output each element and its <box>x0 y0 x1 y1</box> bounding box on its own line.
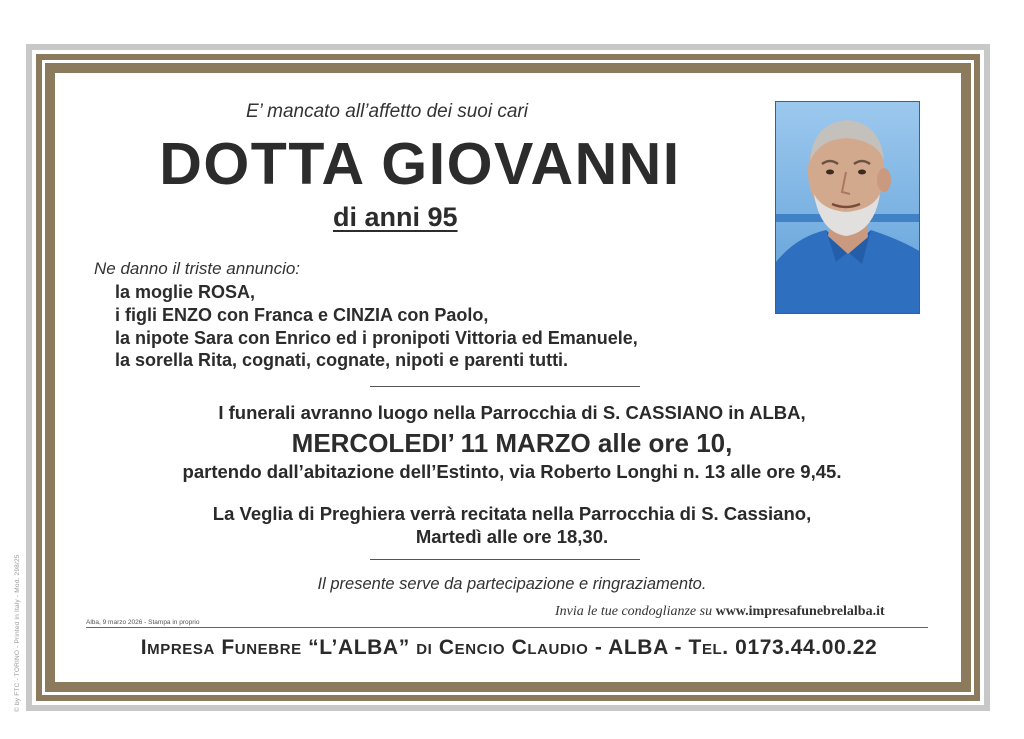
announce-heading: Ne danno il triste annuncio: <box>94 259 301 278</box>
relatives-line: i figli ENZO con Franca e CINZIA con Paolo, <box>115 305 489 325</box>
funeral-date: MERCOLEDI’ 11 MARZO alle ore 10, <box>291 428 733 458</box>
relatives-line: la sorella Rita, cognati, cognate, nipoti e parenti tutti. <box>115 350 569 370</box>
deceased-name: DOTTA GIOVANNI <box>159 131 681 197</box>
funeral-location: I funerali avranno luogo nella Parrocchia di S. CASSIANO in ALBA, <box>218 402 806 423</box>
condolences-text: Invia le tue condoglianze su <box>555 604 716 619</box>
side-credit: © by FTC - TORINO - Printed in Italy - Mod. 298/25 <box>14 554 21 712</box>
condolences-line <box>555 604 885 620</box>
vigil-time: Martedì alle ore 18,30. <box>415 526 609 547</box>
divider <box>370 559 640 560</box>
funeral-departure: partendo dall’abitazione dell’Estinto, via Roberto Longhi n. 13 alle ore 9,45. <box>182 461 842 482</box>
portrait-illustration <box>776 102 920 314</box>
relatives-line: la nipote Sara con Enrico ed i pronipoti Vittoria ed Emanuele, <box>115 328 638 348</box>
footer-divider <box>86 627 928 628</box>
participation-note: Il presente serve da partecipazione e ringraziamento. <box>317 575 707 593</box>
vigil-location: La Veglia di Preghiera verrà recitata nella Parrocchia di S. Cassiano, <box>212 503 812 524</box>
portrait-photo <box>775 101 920 314</box>
divider <box>370 386 640 387</box>
deceased-age: di anni 95 <box>333 202 458 232</box>
condolences-website[interactable]: www.impresafunebrelalba.it <box>715 604 885 619</box>
intro-text: E’ mancato all’affetto dei suoi cari <box>246 101 528 122</box>
print-note: Alba, 9 marzo 2026 - Stampa in proprio <box>86 619 200 626</box>
relatives-line: la moglie ROSA, <box>115 282 256 302</box>
funeral-home-footer: Impresa Funebre “L’ALBA” di Cencio Claudio - ALBA - Tel. 0173.44.00.22 <box>140 636 878 659</box>
